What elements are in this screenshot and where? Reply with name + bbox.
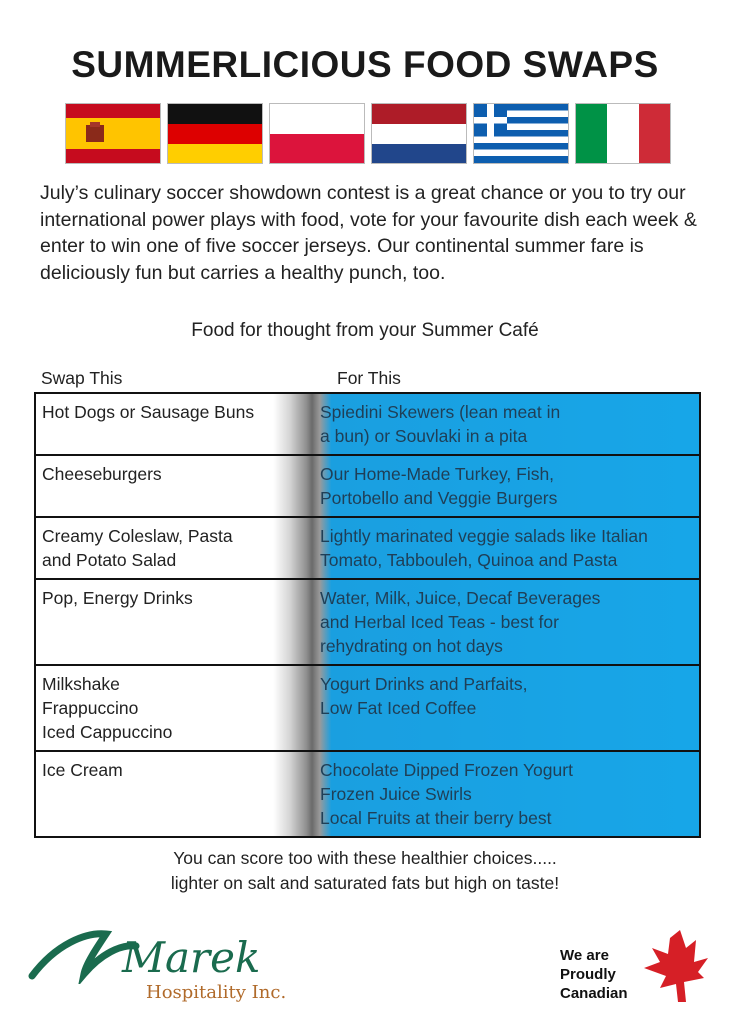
closing-line-1: You can score too with these healthier choices.....	[173, 848, 557, 868]
proud-line-1: We are	[560, 947, 609, 964]
for-this-cell: Yogurt Drinks and Parfaits, Low Fat Iced Coffee	[312, 665, 700, 751]
italy-flag-icon	[576, 104, 670, 163]
logo-word: Marek	[122, 933, 261, 982]
intro-paragraph: July’s culinary soccer showdown contest is a great chance or you to try our international power plays with food, vote for your favourite dish each week & enter to win one of five soccer jerseys. Our continental summer fare is deliciously fun but carries a healthy punch, too.	[40, 182, 697, 284]
proud-line-2: Proudly	[560, 966, 616, 983]
maple-leaf-icon	[640, 928, 710, 1004]
poland-flag-icon	[270, 104, 364, 163]
for-this-cell: Water, Milk, Juice, Decaf Beverages and Herbal Iced Teas - best for rehydrating on hot days	[312, 579, 700, 665]
page-title: SUMMERLICIOUS FOOD SWAPS	[71, 44, 659, 85]
proudly-canadian-text	[560, 946, 628, 1003]
table-row	[35, 393, 700, 455]
table-row	[35, 665, 700, 751]
spain-flag-icon	[66, 104, 160, 163]
swap-this-cell: Ice Cream	[35, 751, 312, 837]
greece-flag-icon	[474, 104, 568, 163]
proud-line-3: Canadian	[560, 985, 628, 1002]
table-row	[35, 579, 700, 665]
table-row	[35, 455, 700, 517]
germany-flag-icon	[168, 104, 262, 163]
flag-row	[66, 104, 670, 163]
swap-this-cell: Pop, Energy Drinks	[35, 579, 312, 665]
netherlands-flag-icon	[372, 104, 466, 163]
column-header-swap: Swap This	[41, 368, 123, 388]
swap-this-cell: Milkshake Frappuccino Iced Cappuccino	[35, 665, 312, 751]
for-this-cell: Lightly marinated veggie salads like Italian Tomato, Tabbouleh, Quinoa and Pasta	[312, 517, 700, 579]
table-row	[35, 517, 700, 579]
table-row	[35, 751, 700, 837]
closing-line-2: lighter on salt and saturated fats but high on taste!	[170, 873, 560, 893]
logo-subtitle: Hospitality Inc.	[146, 982, 287, 1003]
swap-this-cell: Hot Dogs or Sausage Buns	[35, 393, 312, 455]
food-swap-table	[34, 392, 701, 838]
section-subheading: Food for thought from your Summer Café	[191, 320, 539, 341]
for-this-cell: Spiedini Skewers (lean meat in a bun) or Souvlaki in a pita	[312, 393, 700, 455]
column-header-for: For This	[337, 368, 401, 388]
swap-this-cell: Creamy Coleslaw, Pasta and Potato Salad	[35, 517, 312, 579]
for-this-cell: Chocolate Dipped Frozen Yogurt Frozen Juice Swirls Local Fruits at their berry best	[312, 751, 700, 837]
closing-message	[0, 846, 730, 896]
swap-this-cell: Cheeseburgers	[35, 455, 312, 517]
for-this-cell: Our Home-Made Turkey, Fish, Portobello and Veggie Burgers	[312, 455, 700, 517]
